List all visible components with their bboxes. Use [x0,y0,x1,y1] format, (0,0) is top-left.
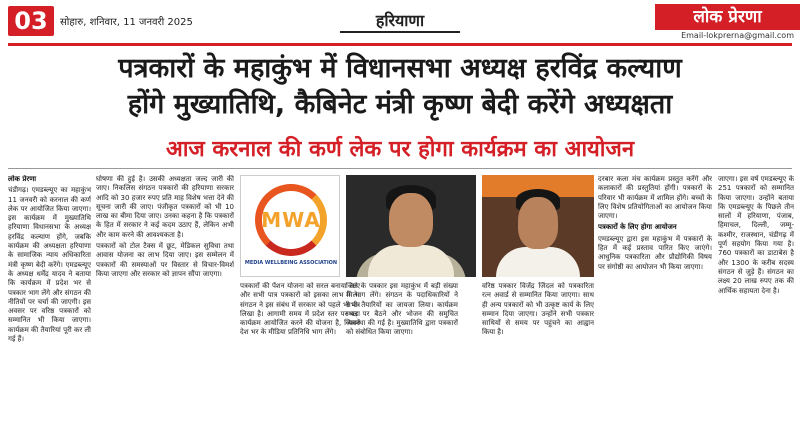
masthead [0,0,800,44]
column-6-subhead: पत्रकारों के लिए होगा आयोजन [598,223,677,232]
article-column-7 [718,175,794,425]
page-number: 03 [8,6,54,36]
article-column-3 [240,282,360,424]
place-date: सोहारु, शनिवार, 11 जनवरी 2025 [60,17,193,28]
article-column-6 [598,175,712,425]
column-1-text: चंडीगढ़। एमडब्ल्यूए का महाकुंभ 11 जनवरी को करनाल की कर्ण लेक पर आयोजित किया जाएगा। इस कार्यक्रम में मुख्यातिथि हरियाणा विधानसभा के अध्यक्ष हरविंद्र कल्याण होंगे, जबकि कार्यक्रम की अध्यक्षता हरियाणा के सामाजिक न्याय अधिकारिता मंत्री कृष्ण बेदी करेंगे। एमडब्ल्यूए के अध्यक्ष धर्मेंद्र यादव ने बताया कि कार्यक्रम में प्रदेश भर से पत्रकार भाग लेंगे और संगठन की नीतियों पर चर्चा की जाएगी। इस अवसर पर वरिष्ठ पत्रकारों को सम्मानित भी किया जाएगा। कार्यक्रम की तैयारियां पूरी कर ली गई हैं। [8,186,91,344]
column-6-para-2: एमडब्ल्यूए द्वारा इस महाकुंभ में पत्रकारों के हित में कई प्रस्ताव पारित किए जाएंगे। आधुनिक पत्रकारिता और प्रौद्योगिकी विषय पर संगोष्ठी का आयोजन भी किया जाएगा। [598,234,712,271]
article-column-1 [8,175,91,425]
brand-email: Email-lokprerna@gmail.com [681,31,794,40]
article-column-5 [482,282,594,424]
headline-line-2: होंगे मुख्यातिथि, कैबिनेट मंत्री कृष्ण बेदी करेंगे अध्यक्षता [127,89,673,120]
column-2-para-1: घोषणा की हुई है। उसकी अध्यक्षता जल्द जारी की जाए। निकलिस संगठन पत्रकारों की हरियाणा सरकार आदि को 30 हजार रुपए प्रति माह विशेष भत्ता देने की सूचना जारी की जाए। पंजीकृत पत्रकारों को भी 10 लाख का बीमा दिया जाए। उनका कहना है कि पत्रकारों के हित में सरकार ने कई कदम उठाए हैं, लेकिन अभी और काम करने की आवश्यकता है। [96,175,234,239]
header-divider [8,43,792,46]
column-4-text: जिले के पत्रकार इस महाकुंभ में बड़ी संख्या में भाग लेंगे। संगठन के पदाधिकारियों ने सभी तैयारियों का जायजा लिया। कार्यक्रम स्थल पर बैठने और भोजन की समुचित व्यवस्था की गई है। मुख्यातिथि द्वारा पत्रकारों को संबोधित किया जाएगा। [346,282,458,337]
column-3-text: पत्रकारों की पेंशन योजना को सरल बनाया जाए और सभी पात्र पत्रकारों को इसका लाभ मिले। संगठन ने इस संबंध में सरकार को पहले भी पत्र लिखा है। आगामी समय में प्रदेश स्तर पर बड़ा कार्यक्रम आयोजित करने की योजना है, जिसमें देश भर के मीडिया प्रतिनिधि भाग लेंगे। [240,282,360,337]
headline-line-1: पत्रकारों के महाकुंभ में विधानसभा अध्यक्ष हरविंद्र कल्याण [118,53,682,84]
logo-mark: MWA [261,208,321,232]
article-column-2 [96,175,234,425]
brand-name: लोक प्रेरणा [655,4,800,30]
section-title: हरियाणा [340,9,460,33]
byline: लोक प्रेरणा [8,175,37,183]
association-logo [240,175,340,277]
column-7-text: जाएगा। इस वर्ष एमडब्ल्यूए के 251 पत्रकारों को सम्मानित किया जाएगा। उन्होंने बताया कि एमडब्ल्यूए के पिछले तीन सालों में हरियाणा, पंजाब, हिमाचल, दिल्ली, जम्मू-कश्मीर, राजस्थान, चंडीगढ़ में पूर्ण सहयोग किया गया है। 760 पत्रकारों का डाटाबेस है और 1300 के करीब सदस्य संगठन से जुड़े हैं। संगठन का लक्ष्य 20 लाख रुपए तक की आर्थिक सहायता देना है। [718,175,794,295]
photo-minister [482,175,594,277]
column-2-para-2: पत्रकारों को टोल टैक्स में छूट, मेडिकल सुविधा तथा आवास योजना का लाभ दिया जाए। इस सम्मेलन में पत्रकारों की समस्याओं पर विस्तार से विचार-विमर्श किया जाएगा और सरकार को ज्ञापन सौंपा जाएगा। [96,242,234,278]
headline-divider [8,168,792,169]
photo-speaker [346,175,476,277]
column-6-para-1: दरबार कला मंच कार्यक्रम प्रस्तुत करेंगे और कलाकारों की प्रस्तुतियां होंगी। पत्रकारों के परिवार भी कार्यक्रम में शामिल होंगे। बच्चों के लिए विशेष प्रतियोगिताओं का आयोजन किया जाएगा। [598,175,712,221]
column-5-text: वरिष्ठ पत्रकार विजेंद्र जिंदल को पत्रकारिता रत्न अवार्ड से सम्मानित किया जाएगा। साथ ही अन्य पत्रकारों को भी उत्कृष्ट कार्य के लिए सम्मान दिया जाएगा। उन्होंने सभी पत्रकार साथियों से समय पर पहुंचने का आह्वान किया है। [482,282,594,337]
logo-caption: MEDIA WELLBEING ASSOCIATION [244,260,338,266]
face [518,197,558,249]
subheadline: आज करनाल की कर्ण लेक पर होगा कार्यक्रम का आयोजन [165,137,635,162]
article-column-4 [346,282,458,424]
face [389,193,433,247]
